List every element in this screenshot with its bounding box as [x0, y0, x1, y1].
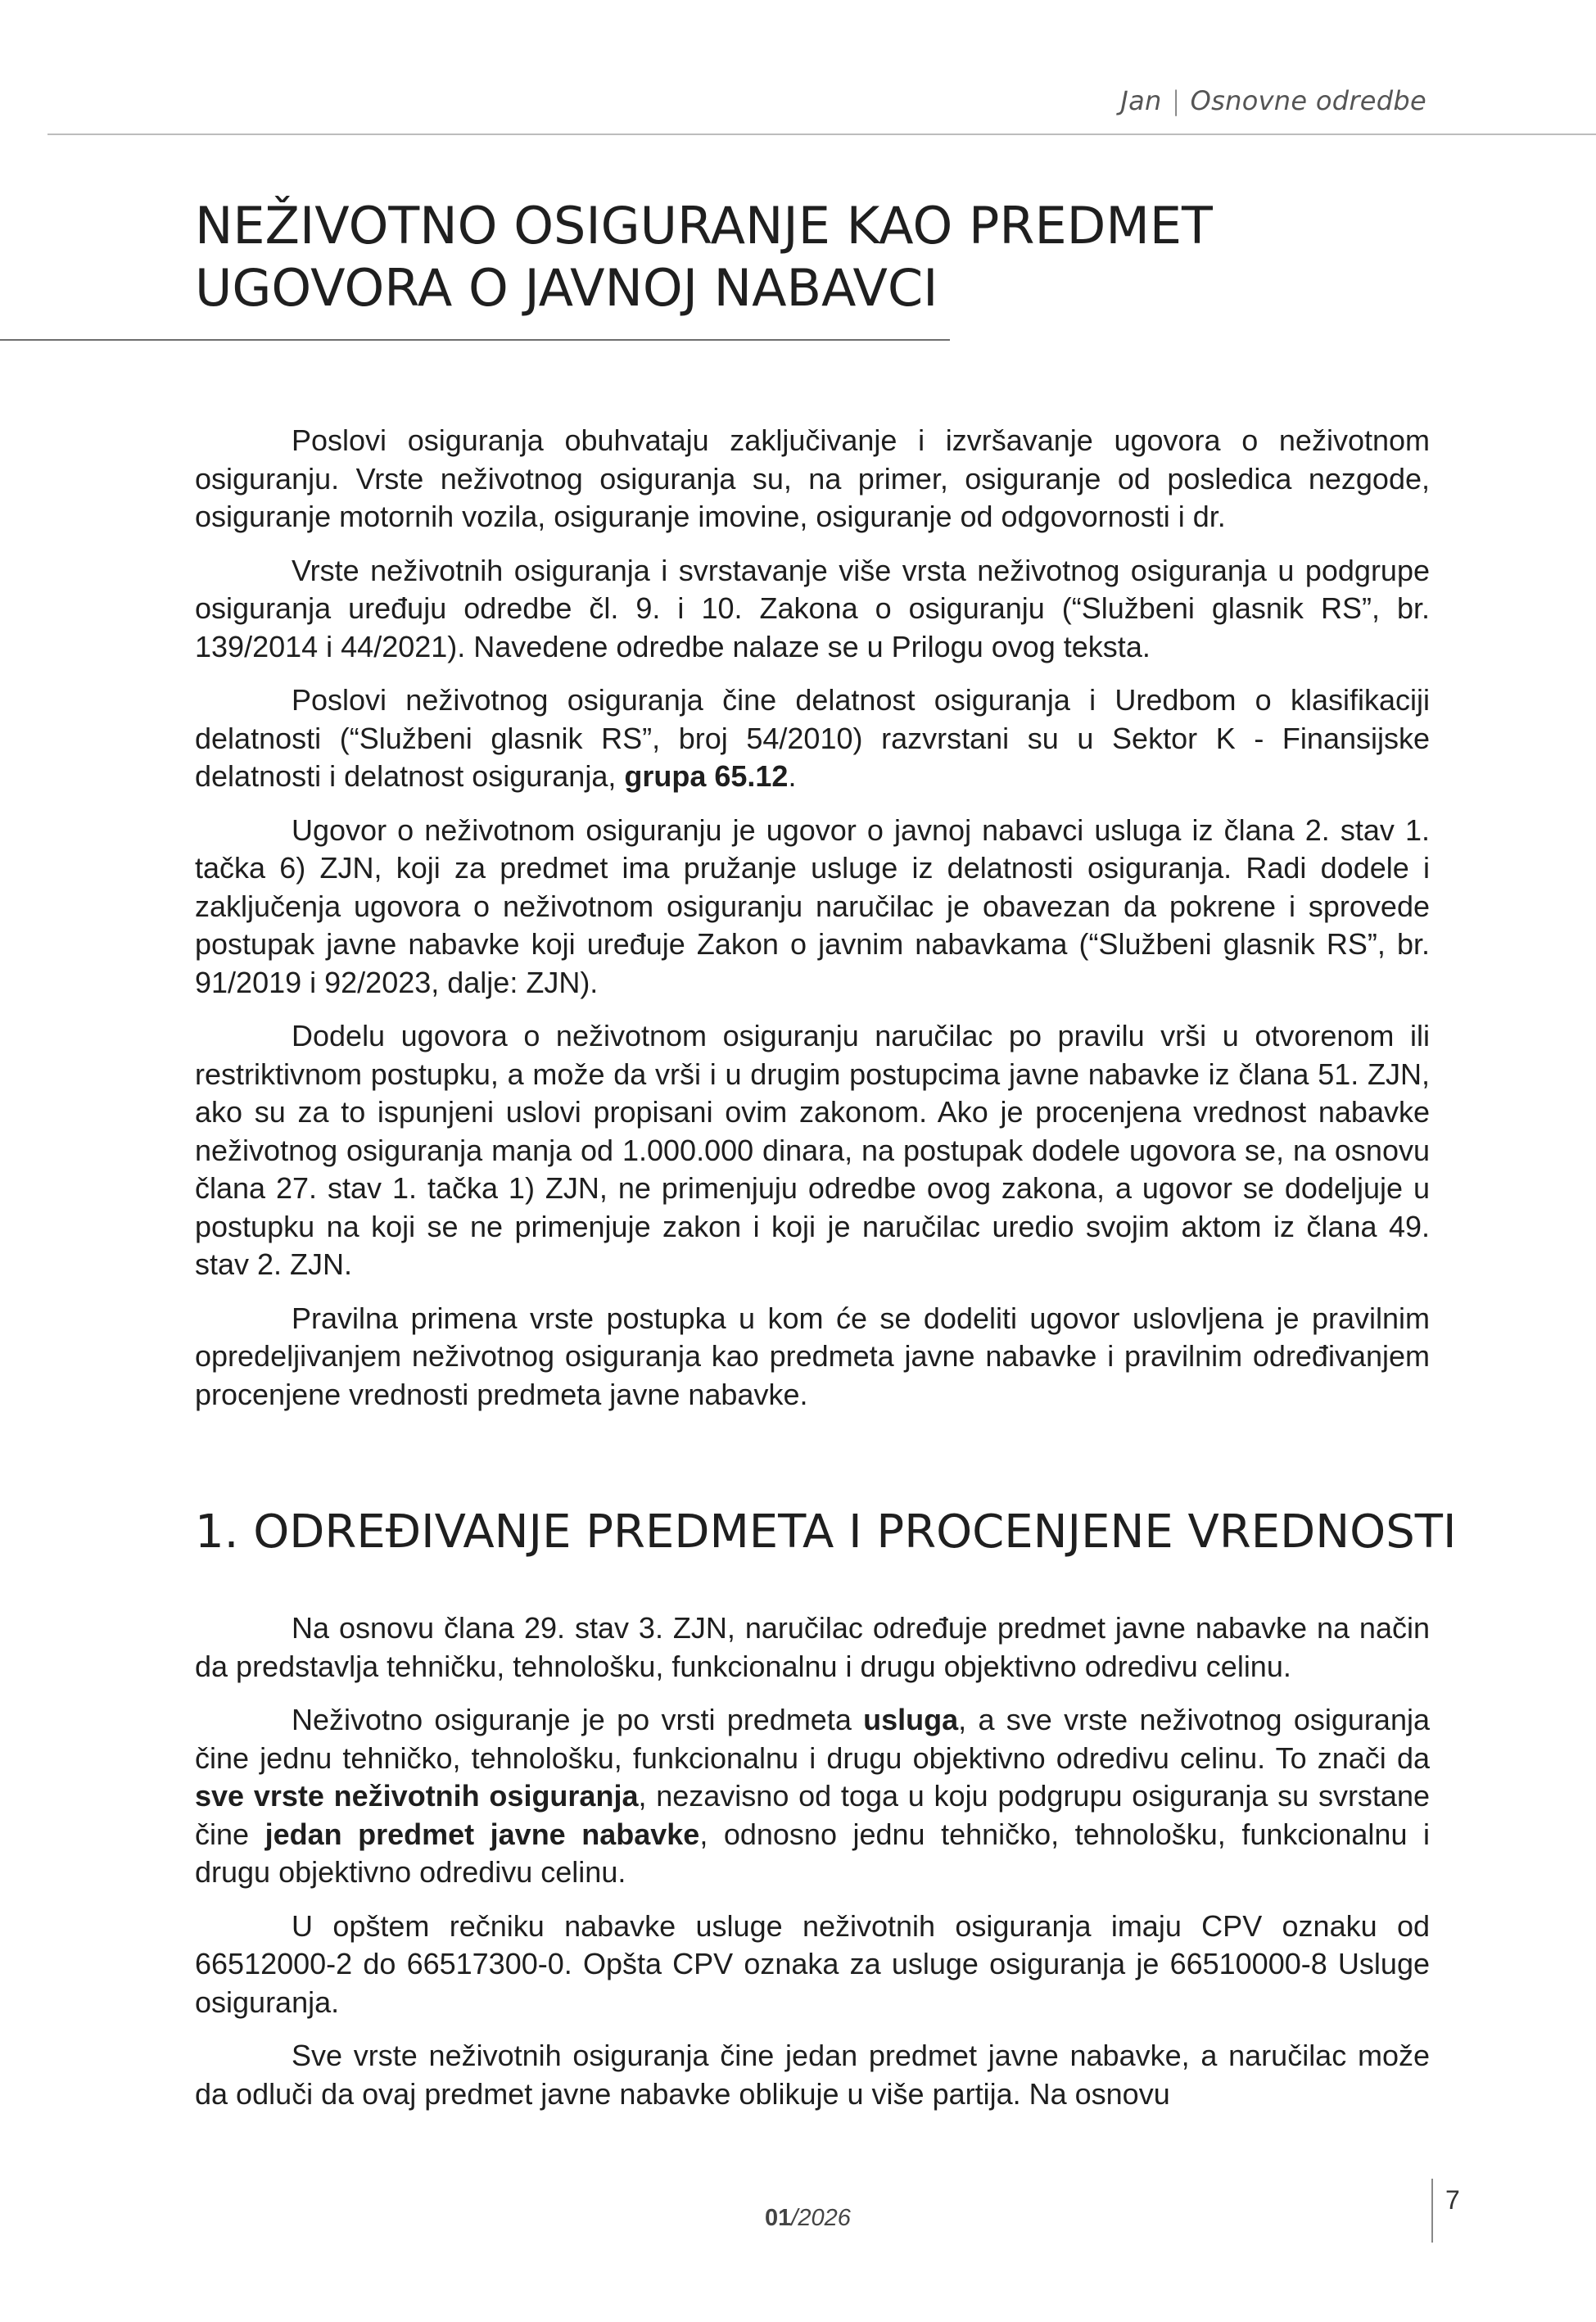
header-separator: |	[1171, 85, 1181, 116]
paragraph: Vrste neživotnih osiguranja i svrstavanje više vrsta neživotnog osiguranja u podgrupe osiguranja uređuju odredbe čl. 9. i 10. Zakona o osiguranju (“Službeni glasnik RS”, br. 139/2014 i 44/2021). Navedene odredbe nalaze se u Prilogu ovog teksta.	[195, 553, 1430, 663]
paragraph	[195, 681, 1430, 796]
issue-label	[765, 2205, 851, 2232]
running-header	[1120, 85, 1426, 116]
paragraph-text: .	[788, 759, 797, 793]
section-body	[195, 1609, 1430, 2129]
title-line-1: NEŽIVOTNO OSIGURANJE KAO PREDMET	[195, 196, 1213, 256]
footer-rule	[1431, 2179, 1433, 2243]
bold-text: sve vrste neživotnih osiguranja	[195, 1779, 639, 1813]
paragraph: Ugovor o neživotnom osiguranju je ugovor o javnoj nabavci usluga iz člana 2. stav 1. tačka 6) ZJN, koji za predmet ima pružanje usluge iz delatnosti osiguranja. Radi dodele i zaključenja ugovora o neživotnom osiguranju naručilac je obavezan da pokrene i sprovede postupak javne nabavke koji uređuje Zakon o javnim nabavkama (“Službeni glasnik RS”, br. 91/2019 i 92/2023, dalje: ZJN).	[195, 812, 1430, 999]
header-author: Jan	[1120, 85, 1162, 116]
paragraph-text: Neživotno osiguranje je po vrsti predmeta	[292, 1703, 864, 1736]
paragraph	[195, 1701, 1430, 1892]
paragraph: Pravilna primena vrste postupka u kom će se dodeliti ugovor uslovljena je pravilnim opredeljivanjem neživotnog osiguranja kao predmeta javne nabavke i pravilnim određivanjem procenjene vrednosti predmeta javne nabavke.	[195, 1301, 1430, 1411]
bold-text: usluga	[863, 1703, 959, 1736]
intro-body	[195, 422, 1430, 1429]
title-line-2: UGOVORA O JAVNOJ NABAVCI	[195, 258, 938, 318]
paragraph-text: , odnosno jednu tehničko, tehnološku, funkcionalnu i drugu objektivno odredivu celinu.	[195, 1817, 1430, 1889]
header-section: Osnovne odredbe	[1190, 85, 1426, 116]
paragraph: Sve vrste neživotnih osiguranja čine jedan predmet javne nabavke, a naručilac može da odluči da ovaj predmet javne nabavke oblikuje u više partija. Na osnovu	[195, 2039, 1430, 2111]
paragraph-text: , nezavisno od toga u koju podgrupu osiguranja su svrstane čine	[195, 1779, 1430, 1851]
title-rule	[0, 339, 950, 341]
paragraph: Na osnovu člana 29. stav 3. ZJN, naručilac određuje predmet javne nabavke na način da predstavlja tehničku, tehnološku, funkcionalnu i drugu objektivno odredivu celinu.	[195, 1611, 1430, 1683]
article-title	[195, 195, 1259, 319]
paragraph: U opštem rečniku nabavke usluge neživotnih osiguranja imaju CPV oznaku od 66512000-2 do 66517300-0. Opšta CPV oznaka za usluge osiguranja je 66510000-8 Usluge osiguranja.	[195, 1908, 1430, 2019]
paragraph: Poslovi osiguranja obuhvataju zaključivanje i izvršavanje ugovora o neživotnom osiguranju. Vrste neživotnog osiguranja su, na primer, osiguranje od posledica nezgode, osiguranje motornih vozila, osiguranje imovine, osiguranje od odgovornosti i dr.	[195, 423, 1430, 533]
issue-number: 01	[765, 2205, 792, 2231]
section-heading: 1. ODREĐIVANJE PREDMETA I PROCENJENE VREDNOSTI	[195, 1505, 1457, 1559]
paragraph: Dodelu ugovora o neživotnom osiguranju naručilac po pravilu vrši u otvorenom ili restriktivnom postupku, a može da vrši i u drugim postupcima javne nabavke iz člana 51. ZJN, ako su za to ispunjeni uslovi propisani ovim zakonom. Ako je procenjena vrednost nabavke neživotnog osiguranja manja od 1.000.000 dinara, na postupak dodele ugovora se, na osnovu člana 27. stav 1. tačka 1) ZJN, ne primenjuju odredbe ovog zakona, a ugovor se dodeljuje u postupku na koji se ne primenjuje zakon i koji je naručilac uredio svojim aktom iz člana 49. stav 2. ZJN.	[195, 1019, 1430, 1281]
bold-text: grupa 65.12	[624, 759, 789, 793]
page-number: 7	[1445, 2185, 1460, 2215]
bold-text: jedan predmet javne nabavke	[264, 1817, 700, 1851]
paragraph-text: Poslovi neživotnog osiguranja čine delatnost osiguranja i Uredbom o klasifikaciji delatnosti (“Službeni glasnik RS”, broj 54/2010) razvrstani su u Sektor K - Finansijske delatnosti i delatnost osiguranja,	[195, 683, 1430, 793]
header-rule	[47, 134, 1596, 135]
issue-year: /2026	[791, 2205, 851, 2231]
paragraph-text: , a sve vrste neživotnog osiguranja čine jednu tehničko, tehnološku, funkcionalnu i drugu objektivno odredivu celinu. To znači da	[195, 1703, 1430, 1775]
